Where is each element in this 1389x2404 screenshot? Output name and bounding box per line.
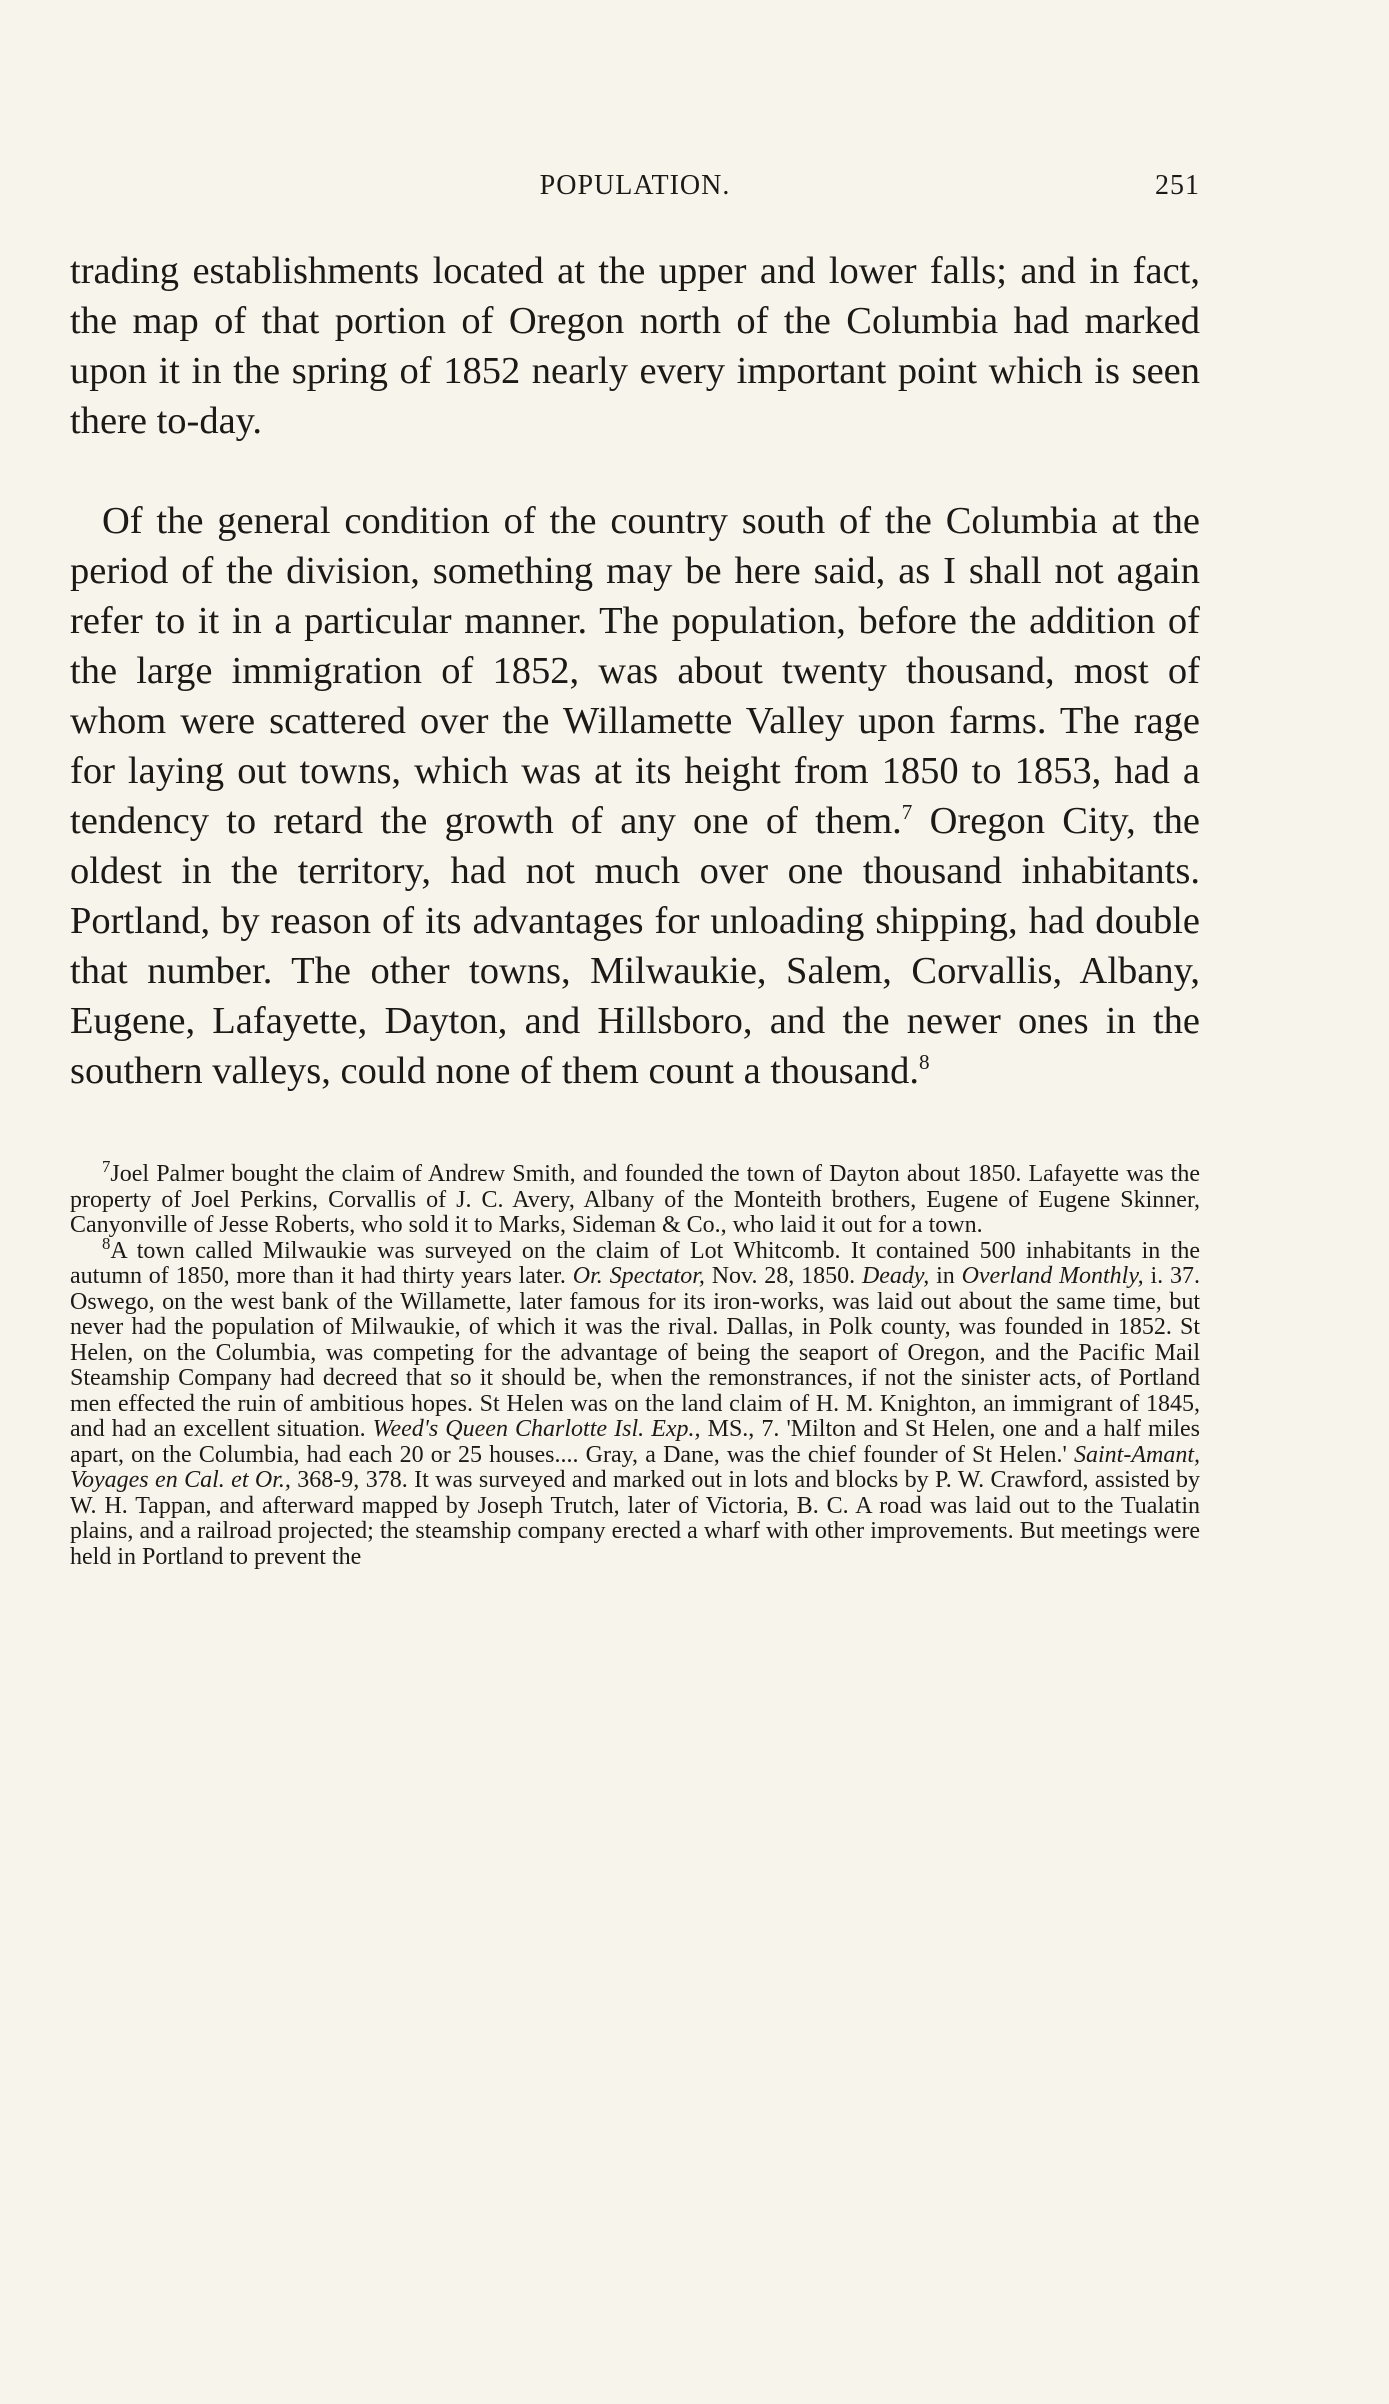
citation-weed: Weed's Queen Charlotte Isl. Exp., <box>372 1416 701 1442</box>
book-page <box>70 170 1200 1570</box>
page-number: 251 <box>1155 170 1200 201</box>
footnote-8 <box>70 1233 1201 1571</box>
footnote-8-text-e: MS., 7. 'Milton and St Helen, one and a half miles apart, on the Columbia, had each 20 or 25 houses.... Gray, a Dane, was the chief founder of St Helen.' <box>70 1416 1201 1468</box>
footnote-8-mark: 8 <box>102 1233 111 1253</box>
footnotes <box>70 1157 1201 1570</box>
footnote-ref-8[interactable]: 8 <box>918 1050 930 1075</box>
footnote-8-text-d: i. 37. Oswego, on the west bank of the Willamette, later famous for its iron-works, was laid out about the same time, but never had the population of Milwaukie, of which it was the rival. Dallas, in Polk county, was founded in 1852. St Helen, on the Columbia, was competing for the advantage of being the seaport of Oregon, and the Pacific Mail Steamship Company had decreed that so it should be, when the remonstrances, if not the sinister acts, of Portland men effected the ruin of ambitious hopes. St Helen was on the land claim of H. M. Knighton, an immigrant of 1845, and had an excellent situation. <box>70 1263 1200 1442</box>
citation-overland-monthly: Overland Monthly, <box>961 1263 1144 1289</box>
footnote-7-text: Joel Palmer bought the claim of Andrew Smith, and founded the town of Dayton about 1850. Lafayette was the property of Joel Perkins, Corvallis of J. C. Avery, Albany of the Monteith brothers, Eugene of Eugene Skinner, Canyonville of Jesse Roberts, who sold it to Marks, Sideman & Co., who laid it out for a town. <box>70 1161 1200 1238</box>
paragraph-2-part-a: Of the general condition of the country south of the Columbia at the period of the division, something may be here said, as I shall not again refer to it in a particular manner. The population, before the addition of the large immigration of 1852, was about twenty thousand, most of whom were scattered over the Willamette Valley upon farms. The rage for laying out towns, which was at its height from 1850 to 1853, had a tendency to retard the growth of any one of them. <box>70 500 1200 842</box>
footnote-7-mark: 7 <box>102 1157 111 1176</box>
body-text <box>70 246 1200 1096</box>
page-title: POPULATION. <box>539 170 731 201</box>
paragraph-2 <box>70 496 1200 1096</box>
citation-or-spectator: Or. Spectator, <box>572 1263 705 1289</box>
paragraph-1: trading establishments located at the upper and lower falls; and in fact, the map of that portion of Oregon north of the Columbia had marked upon it in the spring of 1852 nearly every important point which is seen there to-day. <box>70 250 1200 442</box>
footnote-7 <box>70 1157 1200 1239</box>
footnote-8-text-a: A town called Milwaukie was surveyed on the claim of Lot Whitcomb. It contained 500 inhabitants in the autumn of 1850, more than it had thirty years later. <box>70 1237 1200 1289</box>
citation-deady: Deady, <box>861 1263 930 1289</box>
footnote-8-text-f: 368-9, 378. It was surveyed and marked out in lots and blocks by P. W. Crawford, assisted by W. H. Tappan, and afterward mapped by Joseph Trutch, later of Victoria, B. C. A road was laid out to the Tualatin plains, and a railroad projected; the steamship company erected a wharf with other improvements. But meetings were held in Portland to prevent the <box>70 1467 1200 1570</box>
footnote-8-text-c: in <box>929 1263 962 1289</box>
citation-saint-amant: Saint-Amant, Voyages en Cal. et Or., <box>70 1441 1200 1493</box>
footnote-8-text-b: Nov. 28, 1850. <box>704 1263 862 1289</box>
running-head <box>70 170 1200 210</box>
paragraph-2-part-b: Oregon City, the oldest in the territory, had not much over one thousand inhabitants. Portland, by reason of its advantages for unloading shipping, had double that number. The other towns, Milwaukie, Salem, Corvallis, Albany, Eugene, Lafayette, Dayton, and Hillsboro, and the newer ones in the southern valleys, could none of them count a thousand. <box>70 800 1200 1092</box>
footnote-ref-7[interactable]: 7 <box>901 800 913 825</box>
